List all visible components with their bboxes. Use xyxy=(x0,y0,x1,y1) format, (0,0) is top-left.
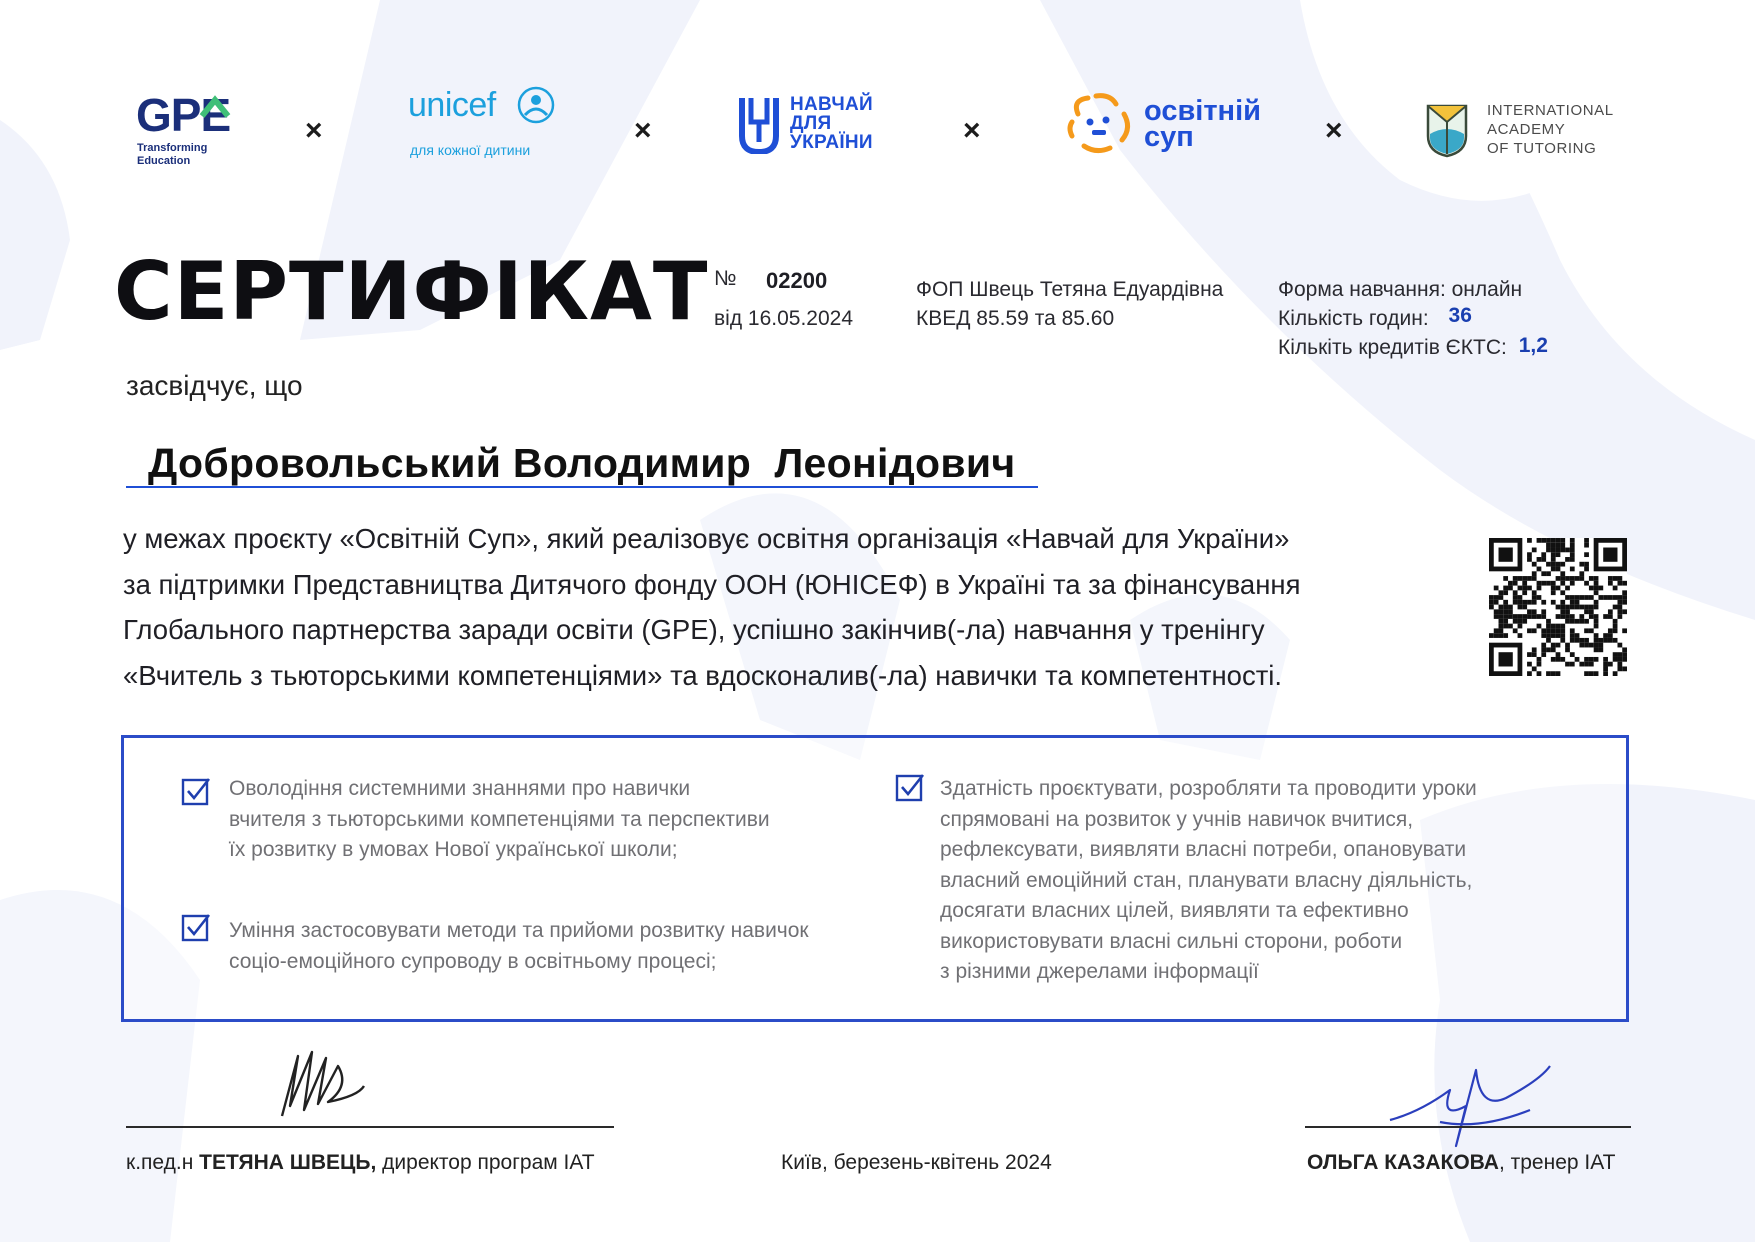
gpe-arrow-icon xyxy=(198,94,232,118)
signature-line-left xyxy=(126,1126,614,1128)
study-details-block xyxy=(1278,275,1548,362)
issuer-codes: КВЕД 85.59 та 85.60 xyxy=(916,307,1115,330)
certificate-number-block xyxy=(714,264,737,293)
footer-left-signer xyxy=(126,1151,595,1175)
recipient-underline xyxy=(126,486,1038,488)
separator-cross-3: × xyxy=(963,114,981,147)
gpe-logo-wordmark: GPE xyxy=(136,89,231,141)
osvitnii-line-2: суп xyxy=(1144,121,1194,153)
competency-3-line-1: Здатність проєктувати, розробляти та проводити уроки xyxy=(940,777,1477,800)
study-form: Форма навчання: онлайн xyxy=(1278,278,1523,301)
competency-2-line-1: Уміння застосовувати методи та прийоми розвитку навичок xyxy=(229,919,809,942)
checkbox-checked-icon xyxy=(181,912,211,942)
study-hours-value: 36 xyxy=(1448,304,1472,327)
body-line-2: за підтримки Представництва Дитячого фонду ООН (ЮНІСЕФ) в Україні та за фінансування xyxy=(123,568,1301,600)
osvitnii-line-1: освітній xyxy=(1144,95,1261,127)
certificate-body xyxy=(123,516,1473,698)
navchai-line-1: НАВЧАЙ xyxy=(790,94,873,115)
competency-1-line-1: Оволодіння системними знаннями про навички xyxy=(229,777,691,800)
navchai-line-2: ДЛЯ xyxy=(790,113,832,134)
left-signer-name: ТЕТЯНА ШВЕЦЬ, xyxy=(199,1151,377,1174)
competency-3-line-7: з різними джерелами інформації xyxy=(940,960,1259,983)
study-hours-label: Кількість годин: xyxy=(1278,307,1429,330)
gpe-logo xyxy=(136,89,246,172)
separator-cross-2: × xyxy=(634,114,652,147)
iat-emblem-icon xyxy=(1424,102,1470,158)
unicef-globe-icon xyxy=(516,85,556,125)
unicef-logo-subtitle: для кожної дитини xyxy=(410,142,531,158)
competency-3-line-3: рефлексувати, виявляти власні потреби, опановувати xyxy=(940,838,1467,861)
unicef-logo-wordmark: unicef xyxy=(408,86,496,124)
separator-cross-1: × xyxy=(305,114,323,147)
signature-right xyxy=(1380,1050,1560,1150)
navchai-line-3: УКРАЇНИ xyxy=(790,132,873,153)
body-line-3: Глобального партнерства заради освіти (GPE), успішно закінчив(-ла) навчання у тренінгу xyxy=(123,614,1265,645)
body-line-4: «Вчитель з тьюторськими компетенціями» та вдосконалив(-ла) навички та компетентності. xyxy=(123,659,1283,691)
iat-line-3: OF TUTORING xyxy=(1487,140,1597,157)
right-signer-name: ОЛЬГА КАЗАКОВА xyxy=(1307,1151,1499,1174)
competency-1-line-3: їх розвитку в умовах Нової української школи; xyxy=(229,838,678,861)
right-signer-role: , тренер ІАТ xyxy=(1498,1151,1616,1174)
certificate-date: від 16.05.2024 xyxy=(714,307,854,330)
gpe-sub-line-2: Education xyxy=(137,155,191,167)
body-line-1: у межах проєкту «Освітній Суп», який реалізовує освітня організація «Навчай для України» xyxy=(123,523,1290,554)
separator-cross-4: × xyxy=(1325,114,1343,147)
signature-left xyxy=(268,1046,388,1126)
iat-logo xyxy=(1424,102,1629,162)
gpe-sub-line-1: Transforming xyxy=(137,142,208,154)
competency-3-line-6: використовувати власні сильні сторони, роботи xyxy=(940,929,1403,953)
qr-code[interactable] xyxy=(1489,538,1627,676)
issuer-block xyxy=(916,275,1223,333)
study-hours-row xyxy=(1278,304,1548,333)
checkbox-checked-icon xyxy=(895,772,925,802)
competency-2-line-2: соціо-емоційного супроводу в освітньому процесі; xyxy=(229,949,717,973)
competencies-box xyxy=(121,735,1629,1022)
certificate-number: 02200 xyxy=(766,268,828,293)
competency-3-line-5: досягати власних цілей, виявляти та ефективно xyxy=(940,899,1409,922)
navchai-emblem-icon xyxy=(738,96,780,154)
issuer-name: ФОП Швець Тетяна Едуардівна xyxy=(916,278,1224,301)
left-signer-role: директор програм ІАТ xyxy=(376,1151,595,1174)
competency-3-line-2: спрямовані на розвиток у учнів навичок вчитися, xyxy=(940,807,1414,831)
iat-line-1: INTERNATIONAL xyxy=(1487,102,1614,119)
navchai-logo xyxy=(738,94,888,156)
gpe-logo-subtitle xyxy=(137,142,207,168)
recipient-name: Добровольський Володимир Леонідович xyxy=(148,440,1016,486)
certificate-title: СЕРТИФІКАТ xyxy=(114,245,709,338)
left-signer-degree: к.пед.н xyxy=(126,1151,200,1174)
iat-line-2: ACADEMY xyxy=(1487,121,1566,138)
footer-place-date: Київ, березень-квітень 2024 xyxy=(781,1151,1052,1174)
competency-1-line-2: вчителя з тьюторськими компетенціями та перспективи xyxy=(229,807,770,831)
study-credits-value: 1,2 xyxy=(1518,334,1548,357)
osvitnii-sup-emblem-icon xyxy=(1066,92,1134,154)
checkbox-checked-icon xyxy=(181,776,211,806)
study-credits-label: Кількіть кредитів ЄКТС: xyxy=(1278,336,1507,359)
unicef-logo xyxy=(408,88,558,168)
osvitnii-sup-logo xyxy=(1066,92,1276,158)
number-label: № xyxy=(714,267,737,290)
study-credits-row xyxy=(1278,333,1548,362)
footer-right-signer xyxy=(1307,1151,1615,1175)
signature-line-right xyxy=(1305,1126,1631,1128)
certifies-text: засвідчує, що xyxy=(126,370,303,401)
competency-3-line-4: власний емоційний стан, планувати власну діяльність, xyxy=(940,868,1473,892)
